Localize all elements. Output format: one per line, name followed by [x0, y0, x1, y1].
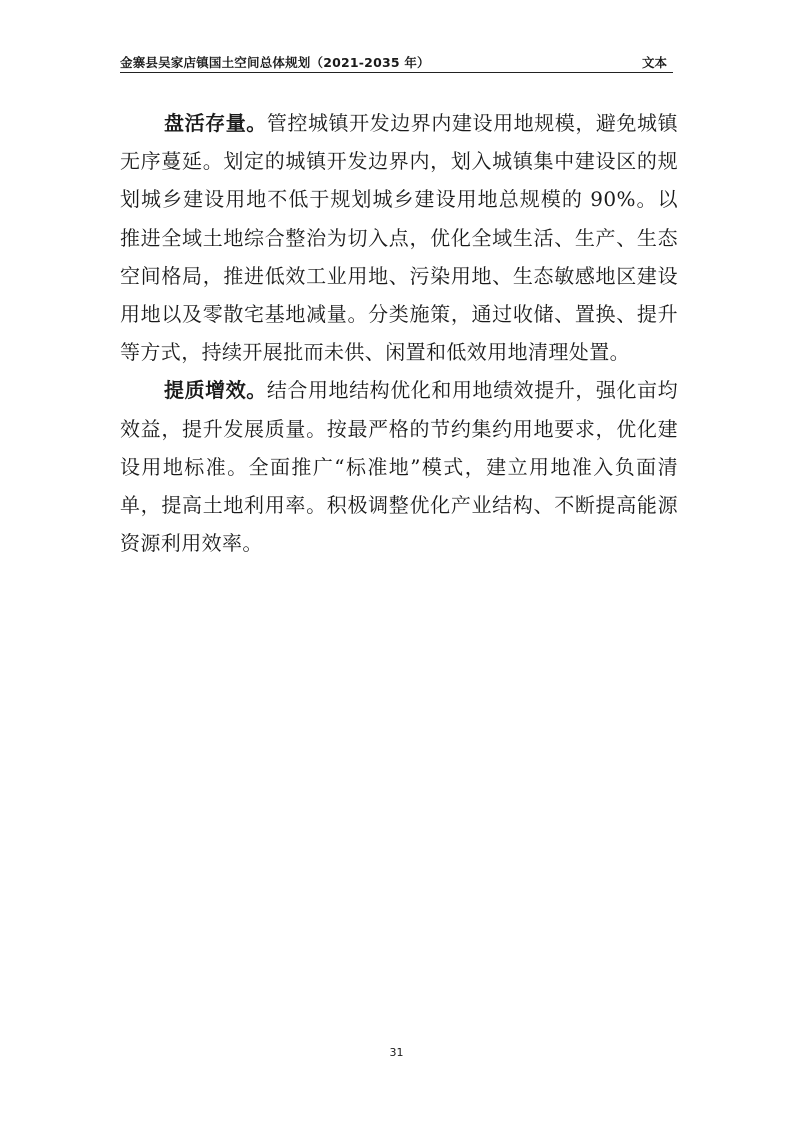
paragraph-lead: 盘活存量。 [164, 111, 267, 135]
paragraph-text: 管控城镇开发边界内建设用地规模，避免城镇无序蔓延。划定的城镇开发边界内，划入城镇集中建设区的规划城乡建设用地不低于规划城乡建设用地总规模的 90%。以推进全域土地综合整治为切入点，优化全域生活、生产、生态空间格局，推进低效工业用地、污染用地、生态敏感地区建设用地以及零散宅基地减量。分类施策，通过收储、置换、提升等方式，持续开展批而未供、闲置和低效用地清理处置。 [120, 111, 679, 365]
document-body [120, 104, 678, 562]
document-title: 金寨县吴家店镇国土空间总体规划（2021-2035 年） [120, 55, 430, 70]
page-header [120, 50, 673, 73]
paragraph-text: 结合用地结构优化和用地绩效提升，强化亩均效益，提升发展质量。按最严格的节约集约用地要求，优化建设用地标准。全面推广“标准地”模式，建立用地准入负面清单，提高土地利用率。积极调整优化产业结构、不断提高能源资源利用效率。 [120, 378, 679, 556]
section-label: 文本 [641, 55, 667, 70]
paragraph-quality-efficiency [120, 371, 678, 562]
paragraph-stock-revitalization [120, 104, 678, 371]
page-number: 31 [389, 1046, 404, 1059]
paragraph-lead: 提质增效。 [164, 378, 267, 403]
